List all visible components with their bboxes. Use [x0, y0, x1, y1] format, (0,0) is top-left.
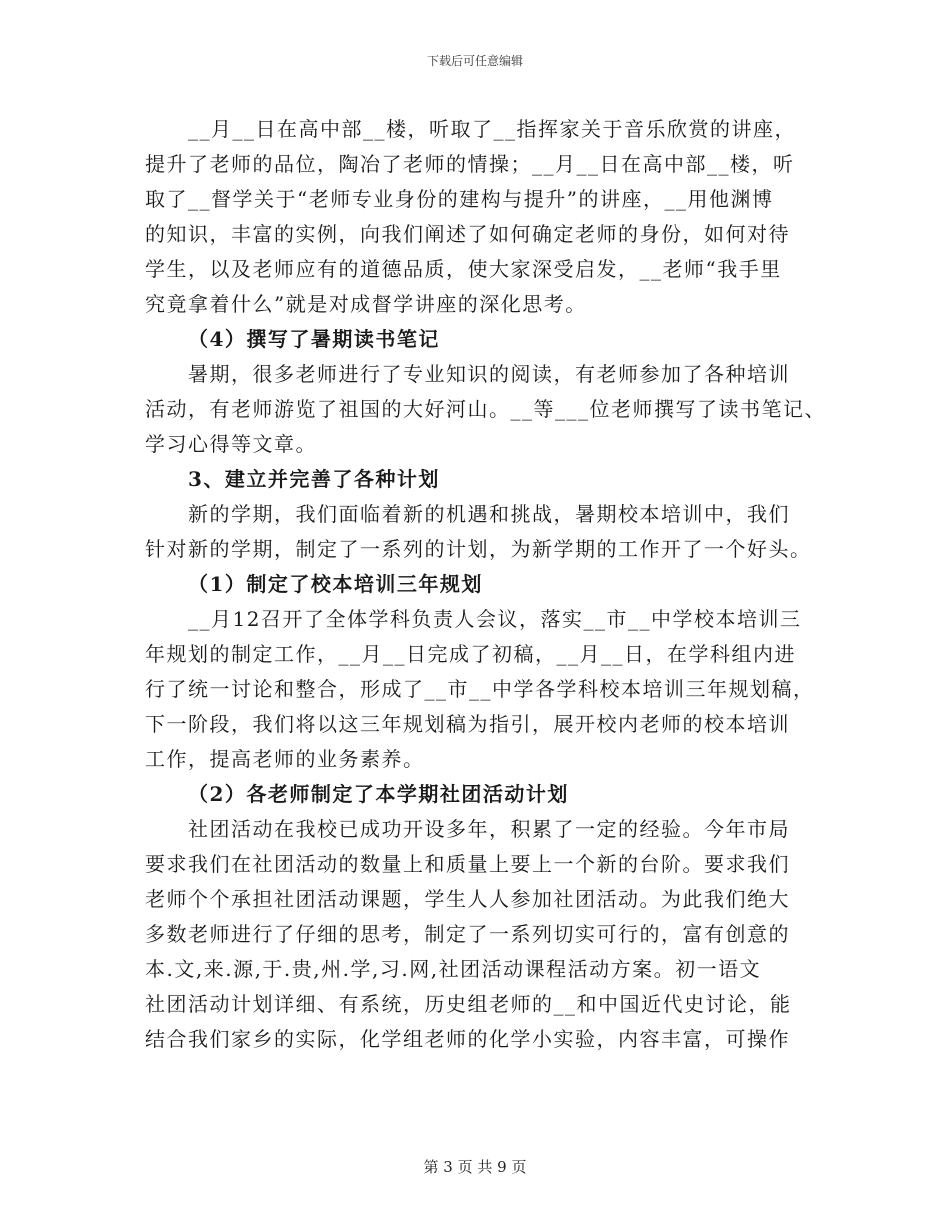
paragraph-line: 要求我们在社团活动的数量上和质量上要上一个新的台阶。要求我们	[145, 852, 790, 876]
paragraph-line: 多数老师进行了仔细的思考，制定了一系列切实可行的，富有创意的	[145, 922, 790, 946]
page-footer: 第 3 页 共 9 页	[423, 1158, 527, 1176]
paragraph-line: 社团活动在我校已成功开设多年，积累了一定的经验。今年市局	[188, 817, 790, 841]
paragraph-line: 取了__督学关于“老师专业身份的建构与提升”的讲座，__用他渊博	[145, 187, 774, 211]
paragraph-line: 工作，提高老师的业务素养。	[145, 747, 425, 771]
paragraph-line: 提升了老师的品位，陶冶了老师的情操；__月__日在高中部__楼，听	[145, 152, 795, 176]
document-body	[145, 112, 835, 1057]
paragraph-line: 的知识，丰富的实例，向我们阐述了如何确定老师的身份，如何对待	[145, 222, 790, 246]
paragraph-line: __月12召开了全体学科负责人会议，落实__市__中学校本培训三	[188, 607, 802, 631]
paragraph-line: 新的学期，我们面临着新的机遇和挑战，暑期校本培训中，我们	[188, 502, 790, 526]
paragraph-line: 社团活动计划详细、有系统，历史组老师的__和中国近代史讨论，能	[145, 992, 792, 1016]
section-heading: （4）撰写了暑期读书笔记	[188, 327, 440, 351]
paragraph-line: 结合我们家乡的实际，化学组老师的化学小实验，内容丰富，可操作	[145, 1027, 790, 1051]
section-heading: （1）制定了校本培训三年规划	[188, 572, 483, 596]
paragraph-line: 年规划的制定工作，__月__日完成了初稿，__月__日，在学科组内进	[145, 642, 796, 666]
paragraph-line: 学生，以及老师应有的道德品质，使大家深受启发，__老师“我手里	[145, 257, 782, 281]
paragraph-line: __月__日在高中部__楼，听取了__指挥家关于音乐欣赏的讲座，	[188, 117, 796, 141]
paragraph-line: 本.文,来.源,于.贵,州.学,习.网,社团活动课程活动方案。初一语文	[145, 957, 762, 981]
page-header: 下载后可任意编辑	[426, 54, 523, 68]
paragraph-line: 究竟拿着什么”就是对成督学讲座的深化思考。	[145, 292, 587, 316]
paragraph-line: 暑期，很多老师进行了专业知识的阅读，有老师参加了各种培训	[188, 362, 790, 386]
section-heading: （2）各老师制定了本学期社团活动计划	[188, 782, 569, 806]
section-heading: 3、建立并完善了各种计划	[188, 467, 440, 491]
paragraph-line: 行了统一讨论和整合，形成了__市__中学各学科校本培训三年规划稿，	[145, 677, 815, 701]
paragraph-line: 活动，有老师游览了祖国的大好河山。__等___位老师撰写了读书笔记、	[145, 397, 826, 421]
paragraph-line: 老师个个承担社团活动课题，学生人人参加社团活动。为此我们绝大	[145, 887, 790, 911]
paragraph-line: 针对新的学期，制定了一系列的计划，为新学期的工作开了一个好头。	[145, 537, 812, 561]
paragraph-line: 学习心得等文章。	[145, 432, 317, 456]
paragraph-line: 下一阶段，我们将以这三年规划稿为指引，展开校内老师的校本培训	[145, 712, 790, 736]
